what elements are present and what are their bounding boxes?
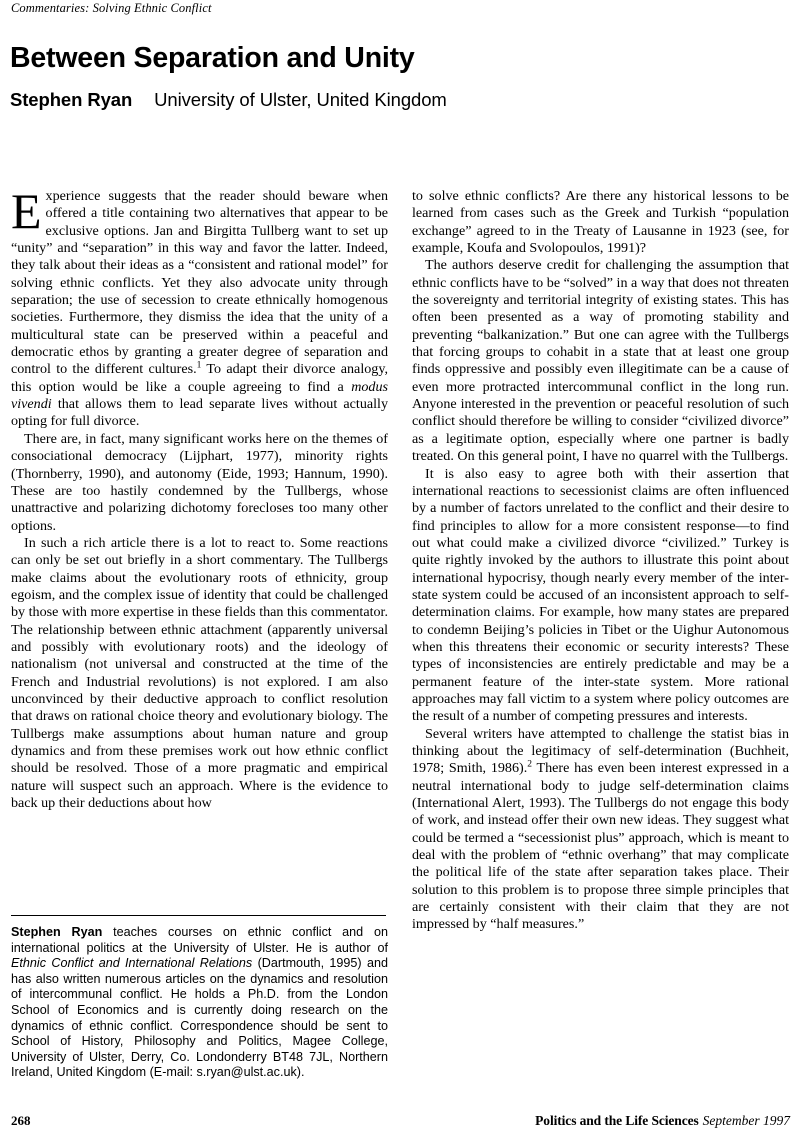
paragraph: There are, in fact, many significant works here on the themes of consociational democracy (Lijphart, 1977), minority rights (Thornberry, 1990), and autonomy (Eide, 1993; Hannum, 1990). These are too hastily condemned by the Tullbergs, whose unattractive and polarizing dichotomy forecloses too many other options. bbox=[11, 430, 388, 534]
page-title: Between Separation and Unity bbox=[10, 42, 415, 75]
footer-journal-info bbox=[535, 1113, 790, 1129]
paragraph-opening bbox=[11, 183, 388, 431]
paragraph-text: xperience suggests that the reader should beware when offered a title containing two alternatives that appear to be exclusive options. Jan and Birgitta Tullberg want to set up “unity” and “separation” in this way and favor the latter. Indeed, they talk about their ideas as a “consistent and rational model” for solving ethnic conflicts. Yet they also advocate unity through separation; the use of secession to create ethnically homogenous societies. Furthermore, they dismiss the idea that the unity of a multicultural state can be preserved within a peaceful and democratic ethos by granting a greater degree of separation and control to the different cultures. bbox=[11, 188, 388, 378]
paragraph: It is also easy to agree both with their assertion that international reactions to secessionist claims are often influenced by a number of factors unrelated to the conflict and their desire to find principles to allow for a more consistent response—to find out what could make a civilized divorce “civilized.” Turkey is quite rightly invoked by the authors to illustrate this point about international hypocrisy, though nearly every member of the inter-state system could be accused of an inconsistent approach to self-determination claims. For example, how many states are prepared to condemn Beijing’s policies in Tibet or the Uighur Autonomous when this threatens their economic or security interests? These types of inconsistencies are entirely predictable and may be a permanent feature of the inter-state system. More rational approaches may fall victim to a system where policy outcomes are the result of a number of competing pressures and interests. bbox=[412, 465, 789, 725]
page-number: 268 bbox=[11, 1113, 31, 1128]
bio-text: (Dartmouth, 1995) and has also written numerous articles on the dynamics and resolution of intercommunal conflict. He holds a Ph.D. from the London School of Economics and is currently doing research on the dynamics of ethnic conflict. Correspondence should be sent to School of History, Philosophy and Politics, Magee College, University of Ulster, Derry, Co. Londonderry BT48 7JL, Northern Ireland, United Kingdom (E-mail: s.ryan@ulst.ac.uk). bbox=[11, 956, 388, 1080]
body-column-left bbox=[11, 183, 388, 812]
paragraph-text: Several writers have attempted to challenge the statist bias in thinking about the legitimacy of self-determination (Buchheit, 1978; Smith, 1986). bbox=[412, 725, 789, 777]
body-column-right bbox=[412, 188, 789, 934]
paragraph: The authors deserve credit for challenging the assumption that ethnic conflicts have to be “solved” in a way that does not threaten the sovereignty and territorial integrity of existing states. This has often been presented as a way of promoting stability and preventing “balkanization.” But one can agree with the Tullbergs that forcing groups to cohabit in a state that at least one group finds oppressive and possibly even illegitimate can be a cause of even more protracted intercommunal conflict in the long run. Anyone interested in the prevention or peaceful resolution of such conflict should therefore be willing to consider “civilized divorce” as a legitimate option, especially where one partner is badly treated. On this general point, I have no quarrel with the Tullbergs. bbox=[412, 257, 789, 465]
footnote-divider bbox=[11, 915, 386, 916]
byline bbox=[10, 88, 790, 112]
author-name: Stephen Ryan bbox=[10, 89, 133, 110]
bio-text: teaches courses on ethnic conflict and on international politics at the University of Ulster. He is author of bbox=[11, 925, 388, 955]
paragraph: In such a rich article there is a lot to react to. Some reactions can only be set out briefly in a short commentary. The Tullbergs make claims about the evolutionary roots of ethnicity, group egoism, and the complex issue of identity that could be challenged by those with more expertise in these fields than this commentator. The relationship between ethnic attachment (apparently universal and possibly with evolutionary roots) and the ideology of nationalism (not universal and constructed at the time of the French and Industrial revolutions) is not explored. I am also unconvinced by their deductive approach to conflict resolution that draws on rational choice theory and evolutionary biology. The Tullbergs make assumptions about human nature and group dynamics and from these premises work out how ethnic conflict should be resolved. Those of a more pragmatic and empirical nature will suspect such an approach. Where is the evidence to back up their deductions about how bbox=[11, 534, 388, 812]
paragraph-text: There has even been interest expressed in a neutral international body to judge self-determination claims (International Alert, 1993). The Tullbergs do not engage this body of work, and instead offer their own new ideas. They suggest what could be termed a “secessionist plus” approach, which is meant to deal with the problem of “ethnic overhang” that may complicate the political life of the state after separation takes place. Their solution to this problem is to propose three simple principles that are certainly consistent with their claim that they are not impressed by “half measures.” bbox=[412, 760, 789, 933]
italic-term-modus-vivendi: modus vivendi bbox=[11, 378, 388, 413]
paragraph-text: that allows them to lead separate lives without actually opting for full divorce. bbox=[11, 396, 388, 430]
running-head: Commentaries: Solving Ethnic Conflict bbox=[11, 1, 212, 15]
paragraph bbox=[412, 726, 789, 934]
drop-cap: E bbox=[11, 183, 42, 239]
bio-book-title: Ethnic Conflict and International Relations bbox=[11, 956, 253, 971]
journal-name: Politics and the Life Sciences bbox=[535, 1113, 699, 1128]
paragraph-continued: to solve ethnic conflicts? Are there any historical lessons to be learned from cases such as the Greek and Turkish “population exchange” agreed to in the Treaty of Lausanne in 1923 (see, for example, Koufa and Svolopoulos, 1991)? bbox=[412, 188, 789, 257]
author-affiliation: University of Ulster, United Kingdom bbox=[154, 89, 447, 110]
author-bio-note bbox=[11, 925, 388, 1081]
footnote-marker-2: 2 bbox=[527, 759, 532, 770]
paragraph-text: To adapt their divorce analogy, this option would be like a couple agreeing to find a bbox=[11, 361, 388, 395]
bio-author-name: Stephen Ryan bbox=[11, 925, 103, 939]
journal-issue-date: September 1997 bbox=[702, 1113, 790, 1128]
footnote-marker-1: 1 bbox=[196, 360, 202, 371]
